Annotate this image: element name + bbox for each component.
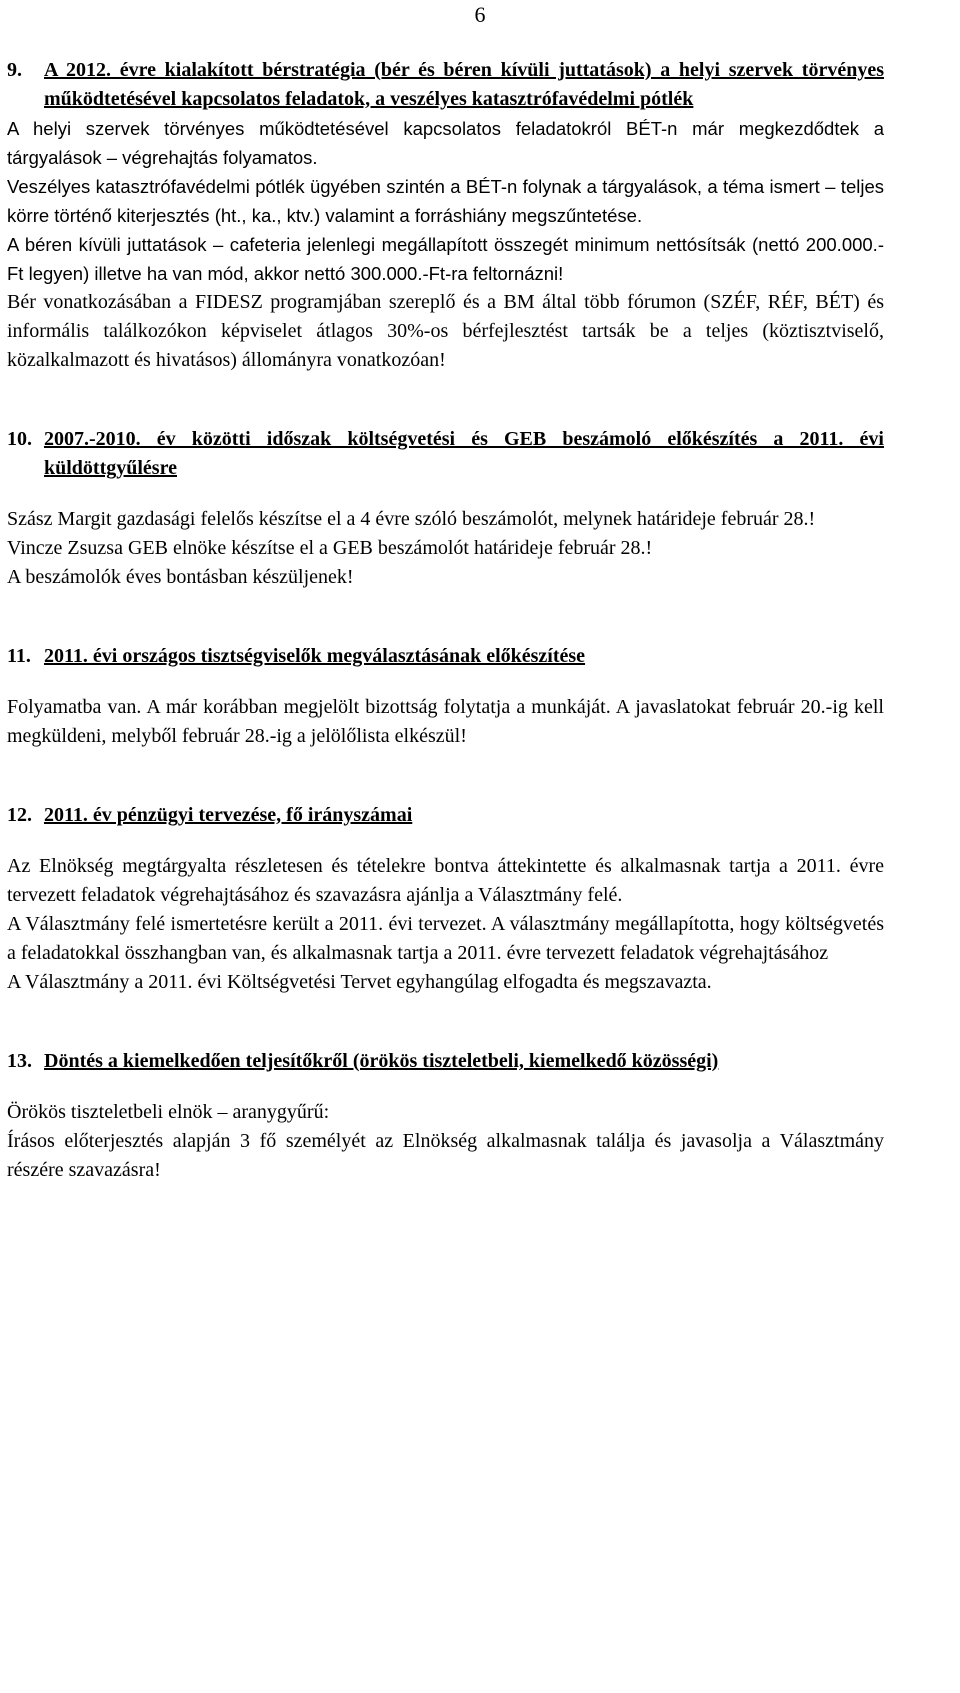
section-10-heading [7,425,884,483]
document-body [7,56,884,1185]
section-9-heading [7,56,884,114]
paragraph: A beszámolók éves bontásban készüljenek! [7,566,354,588]
paragraph: Veszélyes katasztrófavédelmi pótlék ügyében szintén a BÉT-n folynak a tárgyalások, a téma ismert – teljes körre történő kiterjesztés (ht., ka., ktv.) valamint a forráshiány megszűntetése. [7,176,884,226]
paragraph: Írásos előterjesztés alapján 3 fő személyét az Elnökség alkalmasnak találja és javasolja a Választmány részére szavazásra! [7,1130,884,1181]
paragraph: Az Elnökség megtárgyalta részletesen és tételekre bontva áttekintette és alkalmasnak tartja a 2011. évre tervezett feladatok végrehajtásához és szavazásra ajánlja a Választmány felé. [7,855,884,906]
section-number: 13. [7,1050,32,1072]
page-number: 6 [474,2,486,27]
paragraph: A Választmány a 2011. évi Költségvetési Tervet egyhangúlag elfogadta és megszavazta. [7,971,712,993]
paragraph: Bér vonatkozásában a FIDESZ programjában szereplő és a BM által több fórumon (SZÉF, RÉF, BÉT) és informális találkozókon képviselet átlagos 30%-os bérfejlesztést tartsák be a teljes (köztisztviselő, közalkalmazott és hivatásos) állományra vonatkozóan! [7,291,884,371]
paragraph: Szász Margit gazdasági felelős készítse el a 4 évre szóló beszámolót, melynek határideje február 28.! [7,508,816,530]
section-title: A 2012. évre kialakított bérstratégia (bér és béren kívüli juttatások) a helyi szervek törvényes működtetésével kapcsolatos feladatok, a veszélyes katasztrófavédelmi pótlék [44,59,884,110]
section-title: Döntés a kiemelkedően teljesítőkről (örökös tiszteletbeli, kiemelkedő közösségi) [44,1050,719,1072]
paragraph: Folyamatba van. A már korábban megjelölt bizottság folytatja a munkáját. A javaslatokat február 20.-ig kell megküldeni, melyből február 28.-ig a jelölőlista elkészül! [7,696,884,747]
paragraph: Vincze Zsuzsa GEB elnöke készítse el a GEB beszámolót határideje február 28.! [7,537,653,559]
paragraph: A béren kívüli juttatások – cafeteria jelenlegi megállapított összegét minimum nettósítsák (nettó 200.000.-Ft legyen) illetve ha van mód, akkor nettó 300.000.-Ft-ra feltornázni! [7,234,884,284]
section-title: 2011. évi országos tisztségviselők megválasztásának előkészítése [44,645,586,667]
section-title: 2011. év pénzügyi tervezése, fő irányszámai [44,804,413,826]
section-11-heading [7,642,884,671]
section-number: 10. [7,428,32,450]
section-number: 12. [7,804,32,826]
paragraph: Örökös tiszteletbeli elnök – aranygyűrű: [7,1101,330,1123]
section-number: 9. [7,59,22,81]
section-title: 2007.-2010. év közötti időszak költségvetési és GEB beszámoló előkészítés a 2011. évi küldöttgyűlésre [44,428,884,479]
paragraph: A Választmány felé ismertetésre került a 2011. évi tervezet. A választmány megállapította, hogy költségvetés a feladatokkal összhangban van, és alkalmasnak tartja a 2011. évre tervezett feladatok végrehajtásához [7,913,884,964]
section-number: 11. [7,645,31,667]
section-13-heading [7,1047,884,1076]
paragraph: A helyi szervek törvényes működtetésével kapcsolatos feladatokról BÉT-n már megkezdődtek a tárgyalások – végrehajtás folyamatos. [7,118,884,168]
section-12-heading [7,801,884,830]
